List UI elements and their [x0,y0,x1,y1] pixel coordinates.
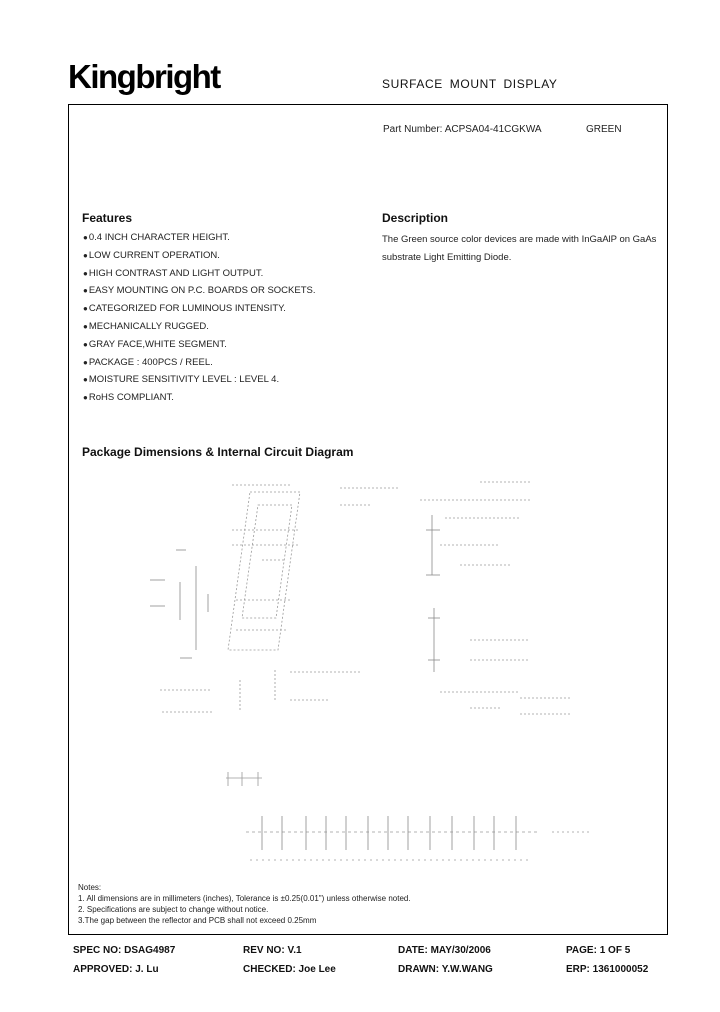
feature-item: ● GRAY FACE,WHITE SEGMENT. [83,339,315,357]
spec-number: SPEC NO: DSAG4987 [73,945,176,956]
feature-item: ● MECHANICALLY RUGGED. [83,321,315,339]
description-text: The Green source color devices are made with InGaAlP on GaAs substrate Light Emitting Diode. [382,234,657,263]
emitting-color: GREEN [586,124,622,135]
approved-by: APPROVED: J. Lu [73,964,159,975]
feature-item: ● LOW CURRENT OPERATION. [83,250,315,268]
erp-number: ERP: 1361000052 [566,964,649,975]
kingbright-logo: Kingbright [68,58,220,95]
feature-item: ● RoHS COMPLIANT. [83,392,315,410]
feature-item: ● 0.4 INCH CHARACTER HEIGHT. [83,232,315,250]
note-item: 3.The gap between the reflector and PCB shall not exceed 0.25mm [78,916,317,925]
features-heading: Features [82,211,133,225]
checked-by: CHECKED: Joe Lee [243,964,336,975]
description-heading: Description [382,211,449,225]
part-number: Part Number: ACPSA04-41CGKWA [383,124,542,135]
document-title: SURFACE MOUNT DISPLAY [382,77,558,91]
notes-title: Notes: [78,883,102,892]
feature-item: ● PACKAGE : 400PCS / REEL. [83,357,315,375]
feature-item: ● CATEGORIZED FOR LUMINOUS INTENSITY. [83,303,315,321]
issue-date: DATE: MAY/30/2006 [398,945,491,956]
revision-number: REV NO: V.1 [243,945,302,956]
notes-block [78,882,411,926]
feature-item: ● EASY MOUNTING ON P.C. BOARDS OR SOCKETS. [83,285,315,303]
page-number: PAGE: 1 OF 5 [566,945,631,956]
note-item: 1. All dimensions are in millimeters (inches), Tolerance is ±0.25(0.01") unless otherwise noted. [78,894,411,903]
feature-item: ● HIGH CONTRAST AND LIGHT OUTPUT. [83,268,315,286]
feature-item: ● MOISTURE SENSITIVITY LEVEL : LEVEL 4. [83,374,315,392]
package-heading: Package Dimensions & Internal Circuit Diagram [82,445,354,459]
note-item: 2. Specifications are subject to change without notice. [78,905,269,914]
drawn-by: DRAWN: Y.W.WANG [398,964,493,975]
